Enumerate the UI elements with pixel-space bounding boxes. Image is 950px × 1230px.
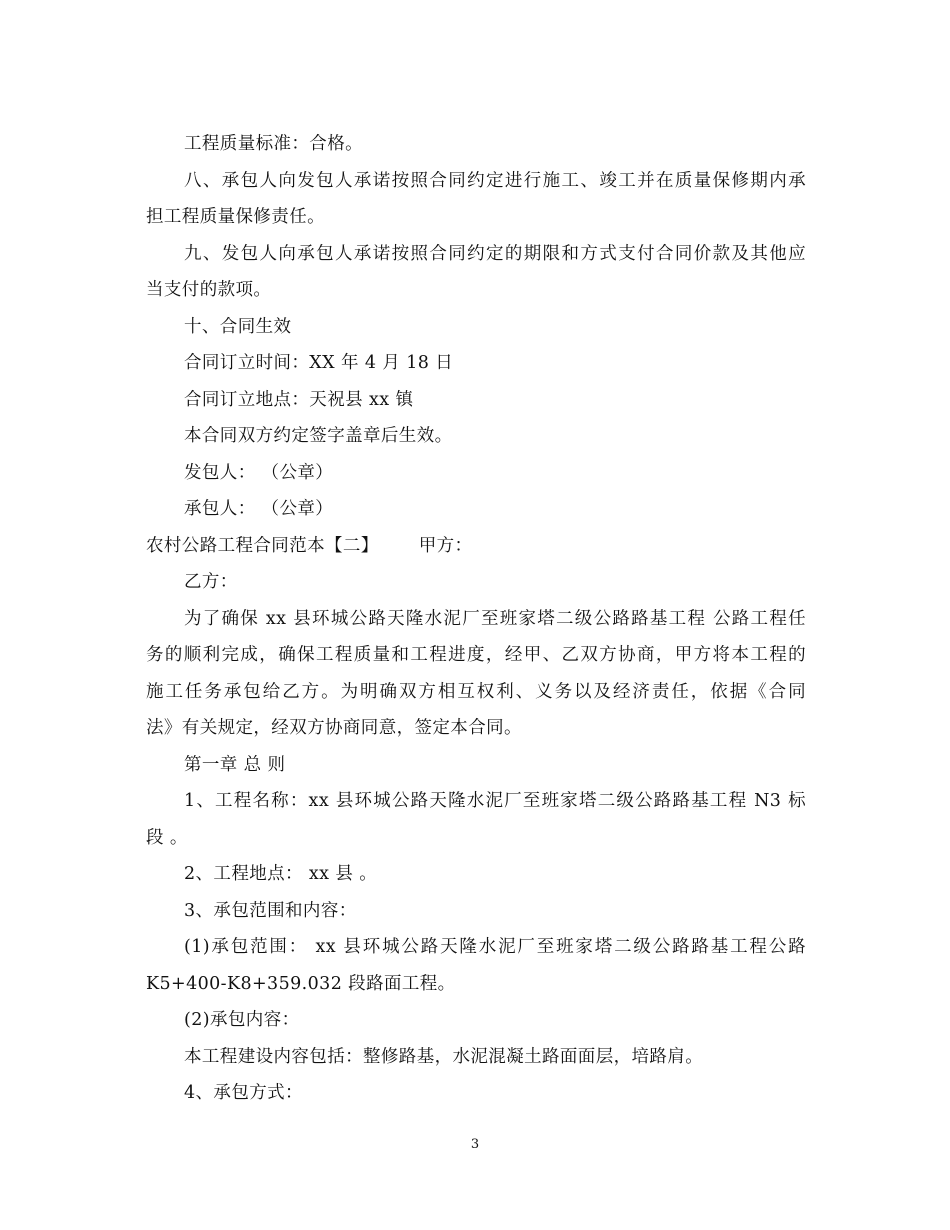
contract-title-row xyxy=(146,528,806,565)
text-line: 4、承包方式： xyxy=(184,1083,303,1103)
party-a-label: 甲方： xyxy=(418,535,473,556)
text-line: 法》有关规定，经双方协商同意，签定本合同。 xyxy=(146,718,522,738)
text-line: 本工程建设内容包括：整修路基，水泥混凝土路面面层，培路肩。 xyxy=(184,1046,704,1067)
page-number: 3 xyxy=(470,1137,480,1152)
contract-title: 农村公路工程合同范本【二】 xyxy=(146,535,379,556)
text-line: (2)承包内容： xyxy=(184,1010,300,1030)
text-line: 施工任务承包给乙方。为明确双方相互权利、义务以及经济责任，依据《合同 xyxy=(146,681,806,702)
document-body xyxy=(146,126,806,1112)
text-line: 本合同双方约定签字盖章后生效。 xyxy=(184,426,453,446)
signature-line: 发包人： （公章） xyxy=(184,462,334,483)
text-line: 合同订立时间：XX 年 4 月 18 日 xyxy=(184,353,454,373)
text-line: 1、工程名称：xx 县环城公路天隆水泥厂至班家塔二级公路路基工程 N3 标 xyxy=(184,791,806,811)
text-line: K5+400-K8+359.032 段路面工程。 xyxy=(146,973,456,994)
text-line: 段 。 xyxy=(146,827,188,848)
text-line: 当支付的款项。 xyxy=(146,280,272,300)
text-line: (1)承包范围： xx 县环城公路天隆水泥厂至班家塔二级公路路基工程公路 xyxy=(184,937,806,957)
chapter-heading: 第一章 总 则 xyxy=(184,754,286,775)
text-line: 3、承包范围和内容： xyxy=(184,900,357,921)
party-b-label: 乙方： xyxy=(184,572,238,592)
signature-line: 承包人： （公章） xyxy=(184,499,334,519)
text-line: 担工程质量保修责任。 xyxy=(146,207,325,227)
section-heading: 十、合同生效 xyxy=(184,316,292,337)
text-line: 八、承包人向发包人承诺按照合同约定进行施工、竣工并在质量保修期内承 xyxy=(184,170,806,191)
text-line: 2、工程地点： xx 县 。 xyxy=(184,864,378,884)
text-line: 工程质量标准：合格。 xyxy=(184,134,363,154)
text-line: 合同订立地点：天祝县 xx 镇 xyxy=(184,389,414,410)
text-line: 九、发包人向承包人承诺按照合同约定的期限和方式支付合同价款及其他应 xyxy=(184,243,806,264)
text-line: 务的顺利完成，确保工程质量和工程进度，经甲、乙双方协商，甲方将本工程的 xyxy=(146,645,806,665)
text-line: 为了确保 xx 县环城公路天隆水泥厂至班家塔二级公路路基工程 公路工程任 xyxy=(184,608,806,629)
